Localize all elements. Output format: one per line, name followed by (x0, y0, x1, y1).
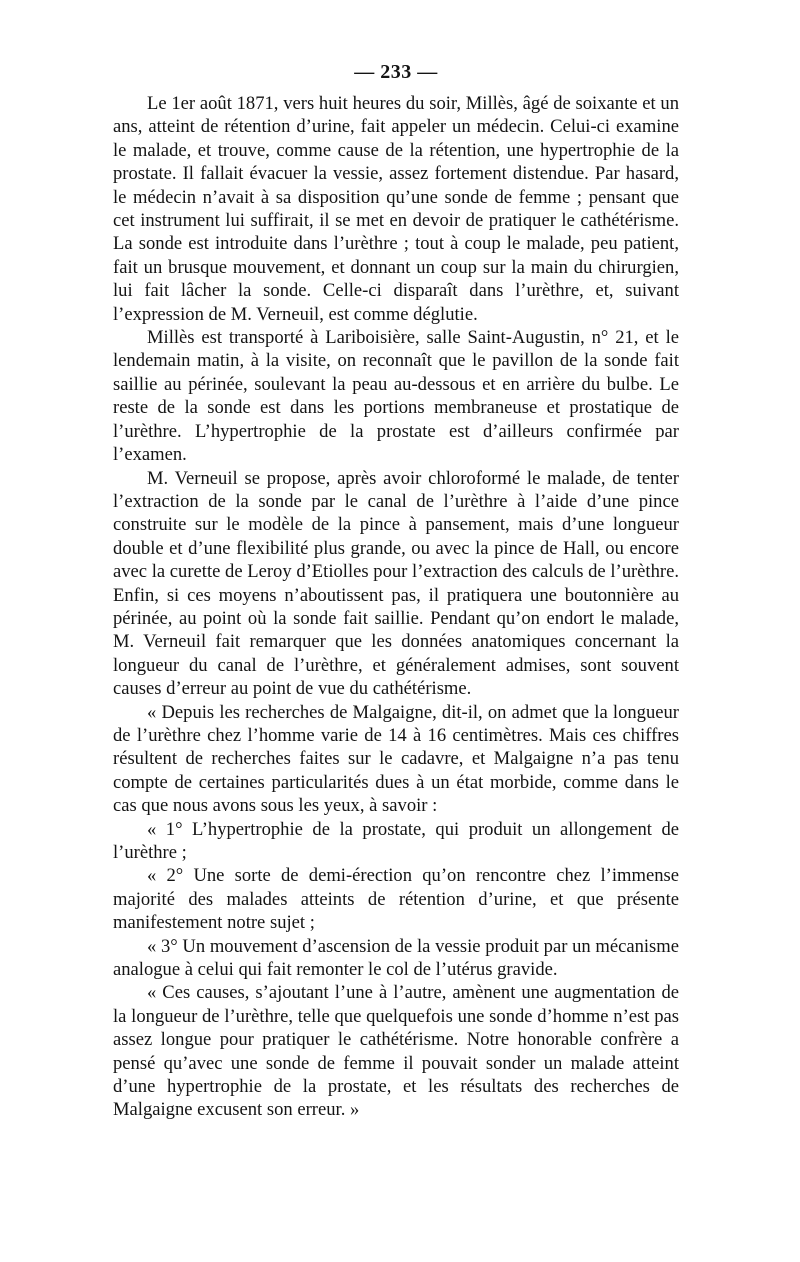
book-page (113, 58, 679, 1122)
paragraph-malgaigne-quote: « Depuis les recherches de Malgaigne, dit-il, on admet que la longueur de l’urèthre chez l’homme varie de 14 à 16 centimètres. Mais ces chiffres résultent de recherches faites sur le cadavre, et Malgaigne n’a pas tenu compte de certaines particularités dues à un état morbide, comme dans le cas que nous avons sous les yeux, à savoir : (113, 701, 679, 817)
paragraph-transport-lariboisiere: Millès est transporté à Lariboisière, salle Saint-Augustin, n° 21, et le lendemain matin, à la visite, on reconnaît que le pavillon de la sonde fait saillie au périnée, soulevant la peau au-dessous et en arrière du bulbe. Le reste de la sonde est dans les portions membraneuse et prostatique de l’urèthre. L’hypertrophie de la prostate est d’ailleurs confirmée par l’examen. (113, 327, 679, 466)
paragraph-case-history: Le 1er août 1871, vers huit heures du soir, Millès, âgé de soixante et un ans, atteint de rétention d’urine, fait appeler un médecin. Celui-ci examine le malade, et trouve, comme cause de la rétention, une hypertrophie de la prostate. Il fallait évacuer la vessie, assez fortement distendue. Par hasard, le médecin n’avait à sa disposition qu’une sonde de femme ; pensant que cet instrument lui suffirait, il se met en devoir de pratiquer le cathétérisme. La sonde est introduite dans l’urèthre ; tout à coup le malade, peu patient, fait un brusque mouvement, et donnant un coup sur la main du chirurgien, lui fait lâcher la sonde. Celle-ci disparaît dans l’urèthre, et, suivant l’expression de M. Verneuil, est comme déglutie. (113, 93, 679, 325)
page-number: — 233 — (354, 61, 438, 83)
paragraph-cause-2: « 2° Une sorte de demi-érection qu’on rencontre chez l’immense majorité des malades atteints de rétention d’urine, et que présente manifestement notre sujet ; (113, 865, 679, 934)
paragraph-conclusion: « Ces causes, s’ajoutant l’une à l’autre, amènent une augmentation de la longueur de l’urèthre, telle que quelquefois une sonde d’homme n’est pas assez longue pour pratiquer le cathétérisme. Notre honorable confrère a pensé qu’avec une sonde de femme il pouvait sonder un malade atteint d’une hypertrophie de la prostate, et les résultats des recherches de Malgaigne excusent son erreur. » (113, 982, 679, 1121)
paragraph-cause-1: « 1° L’hypertrophie de la prostate, qui produit un allongement de l’urèthre ; (113, 818, 679, 863)
paragraph-verneuil-plan: M. Verneuil se propose, après avoir chloroformé le malade, de tenter l’extraction de la sonde par le canal de l’urèthre à l’aide d’une pince construite sur le modèle de la pince à pansement, mais d’une longueur double et d’une flexibilité plus grande, ou avec la pince de Hall, ou encore avec la curette de Leroy d’Etiolles pour l’extraction des calculs de l’urèthre. Enfin, si ces moyens n’aboutissent pas, il pratiquera une boutonnière au périnée, au point où la sonde fait saillie. Pendant qu’on endort le malade, M. Verneuil fait remarquer que les données anatomiques concernant la longueur du canal de l’urèthre, et généralement admises, sont souvent causes d’erreur au point de vue du cathétérisme. (113, 467, 679, 700)
paragraph-cause-3: « 3° Un mouvement d’ascension de la vessie produit par un mécanisme analogue à celui qui fait remonter le col de l’utérus gravide. (113, 935, 679, 981)
